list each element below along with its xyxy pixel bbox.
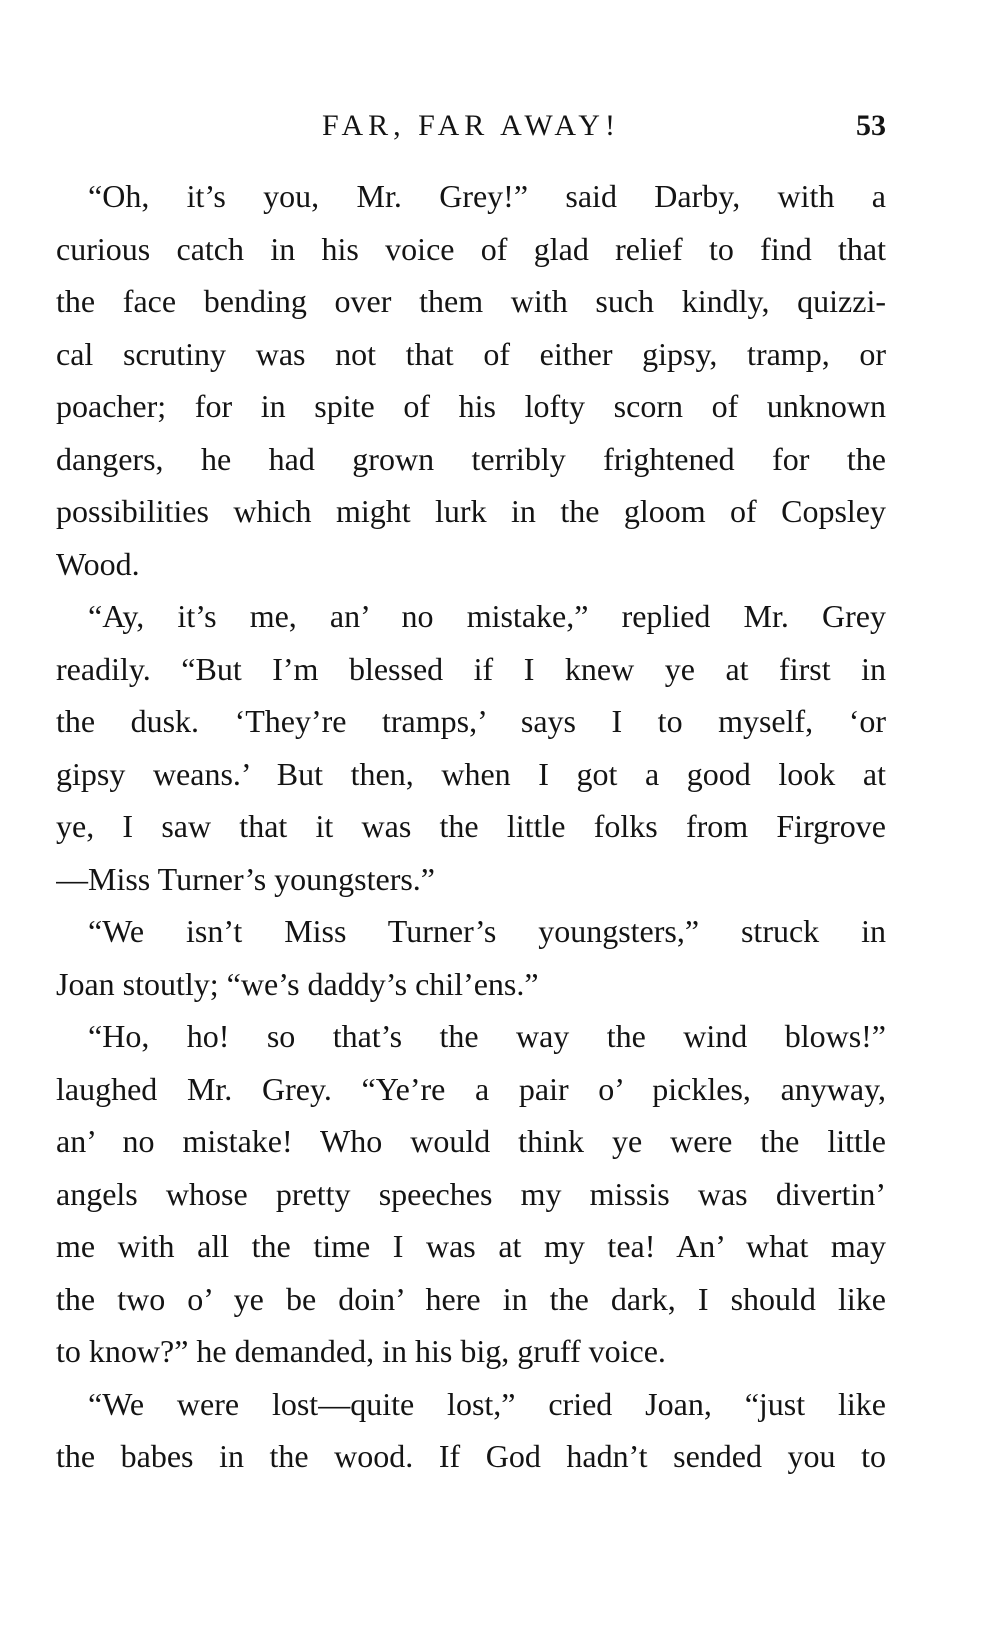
text-line: an’ no mistake! Who would think ye were the little	[56, 1123, 886, 1159]
text-line: me with all the time I was at my tea! An’ what may	[56, 1228, 886, 1264]
text-line: “Ho, ho! so that’s the way the wind blows!”	[88, 1018, 886, 1054]
text-line: “We isn’t Miss Turner’s youngsters,” struck in	[88, 913, 886, 949]
text-line: “Oh, it’s you, Mr. Grey!” said Darby, with a	[88, 178, 886, 214]
body-text	[56, 170, 886, 1483]
text-line: “Ay, it’s me, an’ no mistake,” replied Mr. Grey	[88, 598, 886, 634]
text-line: laughed Mr. Grey. “Ye’re a pair o’ pickles, anyway,	[56, 1070, 886, 1107]
text-line: dangers, he had grown terribly frightened for the	[56, 440, 886, 477]
text-line: the babes in the wood. If God hadn’t sended you to	[56, 1438, 886, 1474]
text-line: Wood.	[56, 545, 140, 582]
text-line: the dusk. ‘They’re tramps,’ says I to myself, ‘or	[56, 703, 886, 739]
text-line: readily. “But I’m blessed if I knew ye at first in	[56, 650, 886, 687]
text-line: ye, I saw that it was the little folks from Firgrove	[56, 808, 886, 844]
page-header	[56, 106, 886, 146]
text-line: to know?” he demanded, in his big, gruff voice.	[56, 1333, 666, 1369]
text-line: cal scrutiny was not that of either gipsy, tramp, or	[56, 335, 886, 372]
text-line: the two o’ ye be doin’ here in the dark, I should like	[56, 1280, 886, 1317]
text-line: possibilities which might lurk in the gloom of Copsley	[56, 493, 886, 529]
text-line: gipsy weans.’ But then, when I got a good look at	[56, 755, 886, 792]
page-number: 53	[856, 109, 886, 142]
text-line: angels whose pretty speeches my missis was divertin’	[56, 1175, 886, 1212]
text-line: poacher; for in spite of his lofty scorn of unknown	[56, 388, 886, 424]
running-head: FAR, FAR AWAY!	[322, 109, 620, 142]
text-line: —Miss Turner’s youngsters.”	[56, 860, 435, 897]
text-line: Joan stoutly; “we’s daddy’s chil’ens.”	[56, 965, 539, 1002]
text-line: the face bending over them with such kindly, quizzi-	[56, 283, 886, 319]
text-line: “We were lost—quite lost,” cried Joan, “just like	[88, 1385, 886, 1422]
text-line: curious catch in his voice of glad relief to find that	[56, 230, 886, 267]
